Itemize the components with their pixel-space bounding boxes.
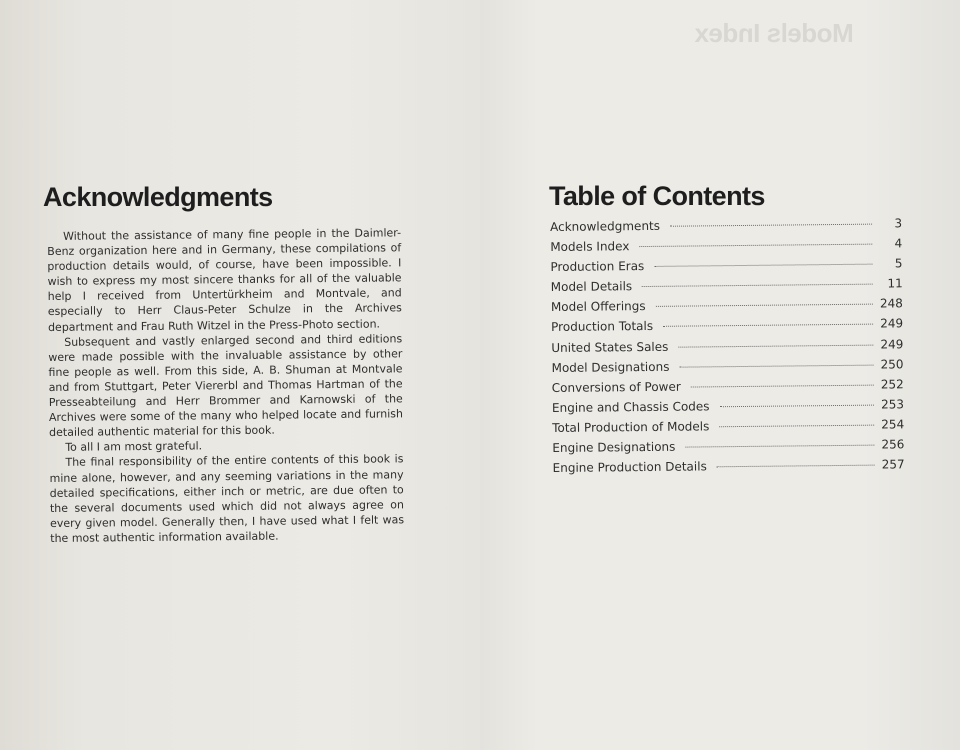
acknowledgments-paragraph: The final responsibility of the entire contents of this book is mine alone, however, and any seeming variations in the many detailed specifications, either inch or metric, are due often to the several documents used which did not always agree on every given model. Generally then, I have used what I felt was the most authentic information available. [49,452,405,545]
toc-item-page: 256 [881,437,905,452]
dot-leader [642,284,873,287]
toc-item-label: Model Designations [551,359,670,375]
acknowledgments-body [47,225,404,546]
dot-leader [663,324,873,327]
toc-item-label: Production Totals [551,319,654,335]
toc-item-label: Model Offerings [550,299,646,315]
toc-item-page: 257 [881,457,905,472]
toc-item-label: Total Production of Models [552,419,710,435]
toc-item-page: 248 [879,296,903,311]
dot-leader [678,344,873,347]
toc-item-label: Engine Designations [552,439,676,456]
acknowledgments-paragraph: Subsequent and vastly enlarged second and third editions were made possible with the invaluable assistance by other fine people as well. From this side, A. B. Shuman at Montvale and from Stuttgart, Peter Viererbl and Thomas Hartman of the Presseabteilung and Herr Brommer and Karnowski of the Archives were some of the many who helped locate and furnish detailed authentic material for this book. [48,331,404,440]
toc-item-page: 254 [881,417,905,432]
dot-leader [654,264,872,267]
toc-item-label: United States Sales [551,339,669,355]
toc-item-label: Engine and Chassis Codes [551,399,710,415]
toc-item-page: 249 [880,316,904,332]
toc-item-label: Conversions of Power [551,379,681,395]
toc-item-page: 11 [887,276,903,291]
acknowledgments-paragraph: Without the assistance of many fine people in the Daimler-Benz organization here and in Germany, these compilations of production details would, of course, have been impossible. I wish to express my most sincere thanks for all of the valuable help I received from Untertürkheim and Montvale, and especially to Herr Claus-Peter Schulze in the Archives department and Frau Ruth Witzel in the Press-Photo section. [47,226,402,334]
acknowledgments-paragraph: To all I am most grateful. [65,439,203,455]
acknowledgments-title: Acknowledgments [43,182,273,212]
dot-leader [670,224,872,227]
toc-item-page: 3 [894,216,903,231]
dot-leader [639,244,872,247]
dot-leader [720,404,874,407]
toc-item-label: Model Details [550,279,633,295]
bleed-through-text: Models Index [695,18,854,48]
toc-item-engine-production-details [553,457,905,481]
toc-item-label: Acknowledgments [550,218,661,234]
toc-item-page: 250 [880,356,904,372]
toc-list [550,216,905,481]
dot-leader [685,445,874,448]
toc-item-page: 249 [880,336,904,352]
dot-leader [719,425,874,428]
toc-item-page: 5 [894,256,903,271]
toc-item-page: 252 [880,377,904,392]
toc-item-label: Production Eras [550,259,645,275]
toc-item-label: Engine Production Details [552,459,707,476]
dot-leader [691,384,874,387]
dot-leader [717,465,875,468]
toc-item-page: 253 [880,397,905,412]
toc-item-label: Models Index [550,239,630,255]
dot-leader [656,304,873,307]
toc-title: Table of Contents [549,181,765,211]
dot-leader [679,364,873,367]
toc-item-page: 4 [894,236,903,251]
